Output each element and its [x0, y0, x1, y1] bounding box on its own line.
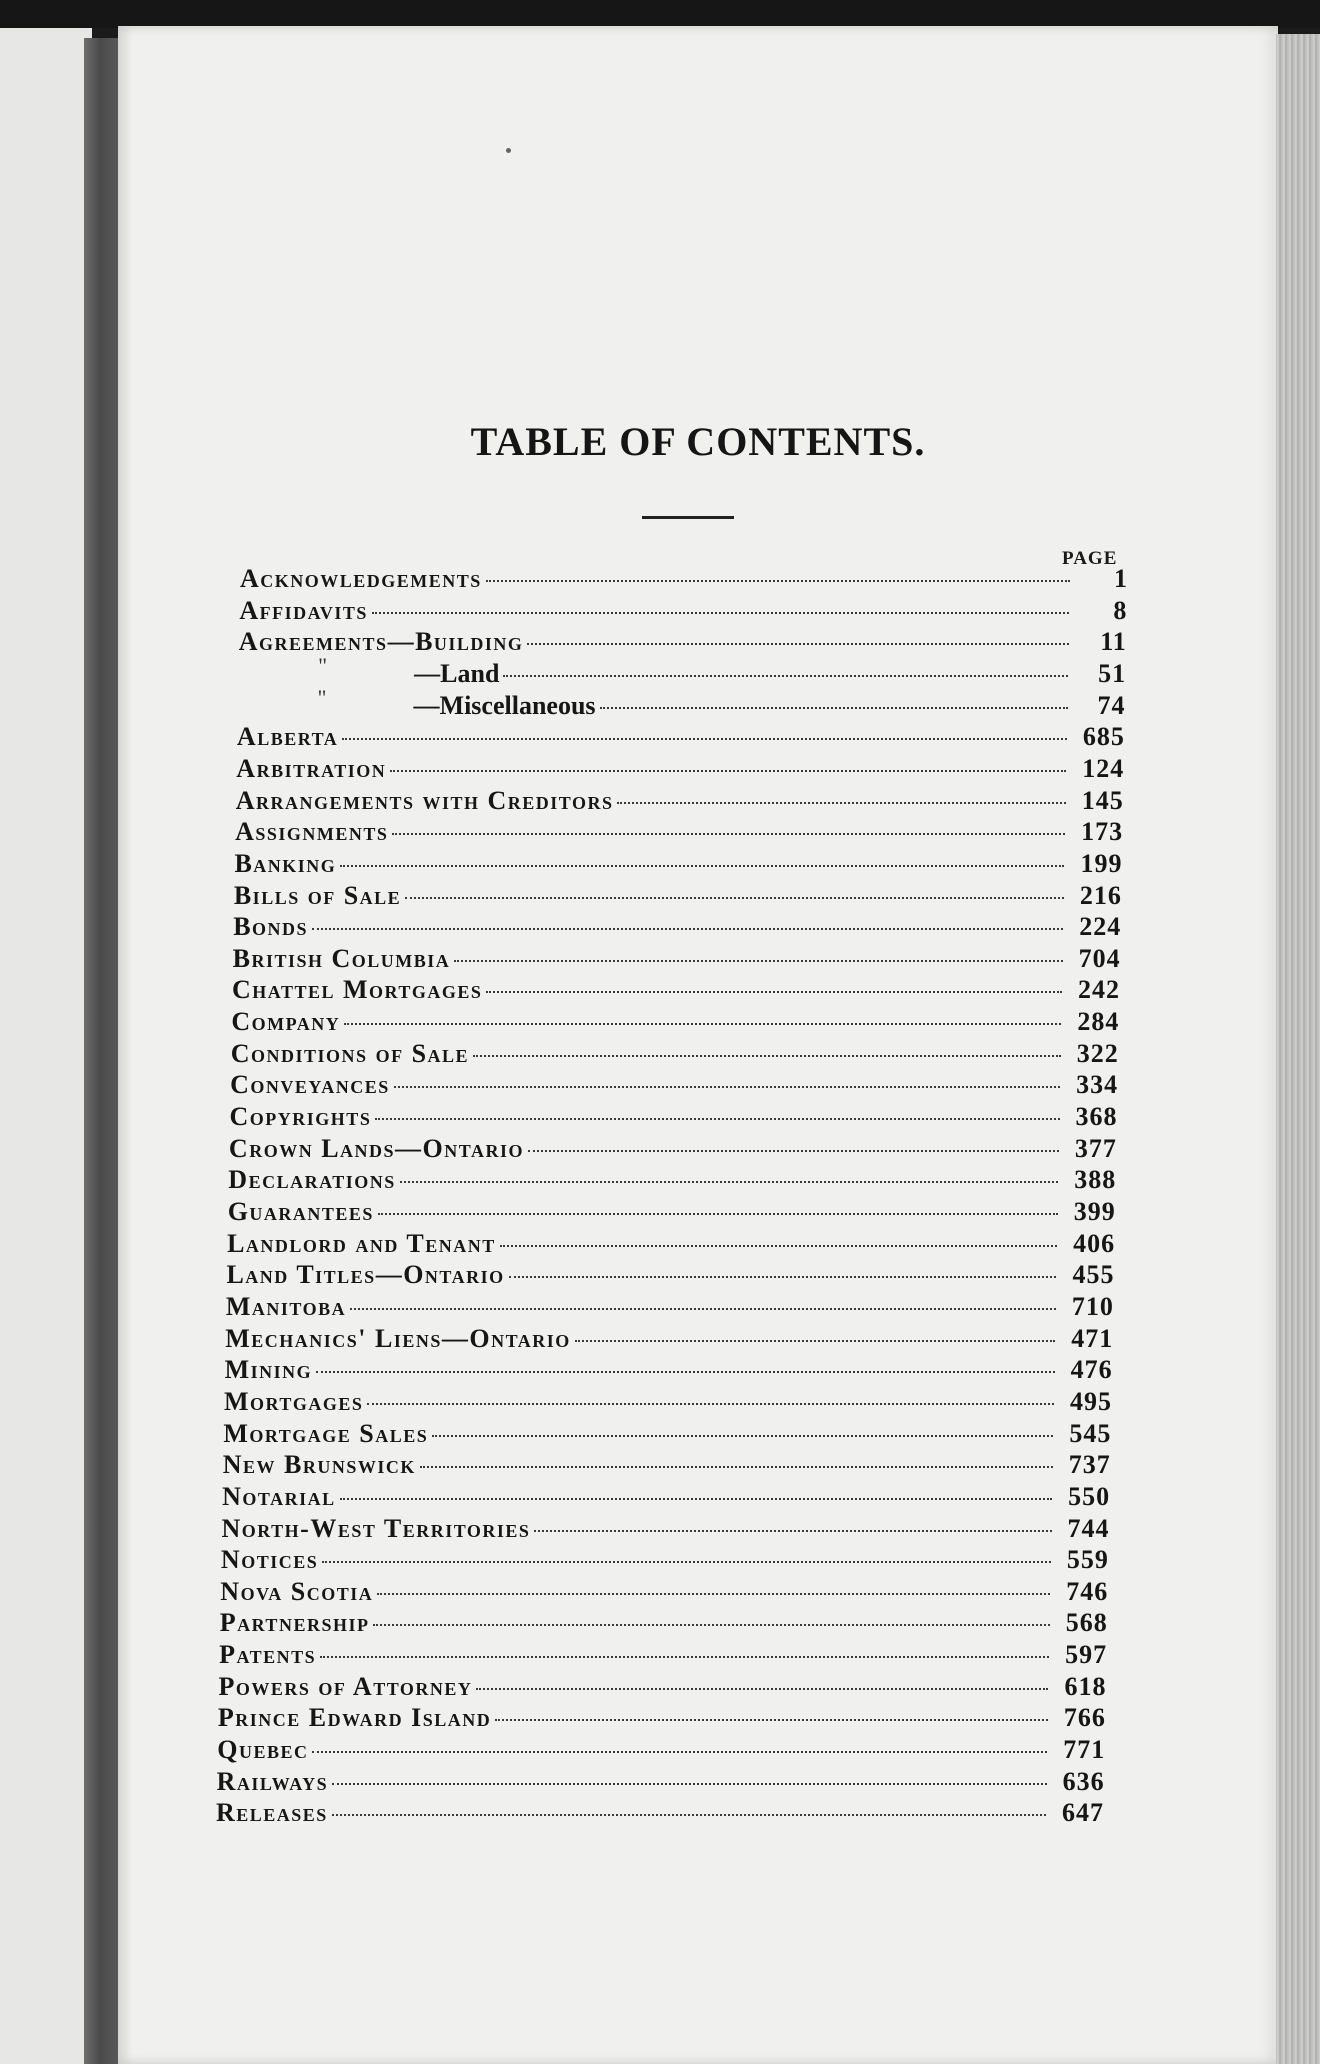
toc-entry [223, 1419, 1111, 1451]
toc-entry-title: Company [231, 1007, 341, 1037]
toc-entry [218, 1703, 1106, 1735]
dot-leader [600, 707, 1068, 709]
toc-entry-page: 746 [1066, 1576, 1109, 1606]
dot-leader [527, 643, 1068, 645]
dot-leader [344, 1023, 1061, 1025]
toc-entry-page: 545 [1069, 1418, 1112, 1448]
toc-entry-page: 559 [1066, 1545, 1109, 1575]
toc-entry-title: Releases [216, 1798, 328, 1828]
toc-entry [231, 1039, 1119, 1071]
toc-entry [222, 1482, 1110, 1514]
toc-entry-title: Declarations [228, 1165, 396, 1195]
toc-entry [226, 1260, 1114, 1292]
dot-leader [617, 802, 1065, 804]
toc-entry-page: 216 [1079, 880, 1122, 910]
toc-entry-page: 744 [1067, 1513, 1110, 1543]
toc-entry-page: 568 [1065, 1608, 1108, 1638]
toc-entry-page: 771 [1063, 1735, 1106, 1765]
toc-entry-title: Partnership [219, 1608, 370, 1638]
toc-entry-page: 685 [1082, 722, 1125, 752]
toc-entry [224, 1387, 1112, 1419]
toc-entry-page: 242 [1078, 975, 1120, 1005]
dot-leader [432, 1435, 1053, 1437]
toc-entry-page: 388 [1074, 1165, 1117, 1195]
toc-entry-title: Conveyances [230, 1070, 390, 1100]
dot-leader [340, 1498, 1053, 1500]
toc-entry-page: 224 [1079, 912, 1122, 942]
dot-leader [476, 1688, 1048, 1690]
dot-leader [316, 1371, 1054, 1373]
dot-leader [390, 770, 1066, 772]
toc-entry [217, 1767, 1105, 1799]
dot-leader [575, 1340, 1055, 1342]
toc-entry-title: New Brunswick [222, 1450, 416, 1480]
dot-leader [394, 1086, 1060, 1088]
toc-entry-title: Mortgages [224, 1386, 364, 1416]
toc-entry-page: 550 [1068, 1481, 1111, 1511]
toc-entry [234, 881, 1122, 913]
toc-entry-title: Bonds [233, 912, 309, 942]
toc-entry-title: Powers of Attorney [218, 1671, 473, 1701]
toc-entry-title: —Land [414, 658, 500, 688]
toc-entry [227, 1229, 1115, 1261]
toc-entry [225, 1355, 1113, 1387]
toc-entry-title: Guarantees [227, 1197, 374, 1226]
toc-entry-page: 471 [1071, 1323, 1114, 1353]
dot-leader [495, 1719, 1048, 1721]
toc-entry-title: Prince Edward Island [217, 1703, 492, 1733]
toc-entry [226, 1292, 1114, 1324]
toc-entry-page: 377 [1074, 1133, 1117, 1163]
toc-entry-title: Nova Scotia [220, 1576, 374, 1606]
toc-entry-title: Land Titles—Ontario [226, 1260, 505, 1290]
dot-leader [454, 960, 1062, 962]
toc-entry-title: Arbitration [236, 753, 387, 783]
toc-entry-title: Banking [234, 848, 337, 878]
toc-entry-page: 476 [1070, 1355, 1113, 1385]
dot-leader [400, 1181, 1059, 1183]
dot-leader [373, 1624, 1049, 1626]
toc-entry-title: Manitoba [225, 1291, 347, 1321]
toc-entry-title: Quebec [217, 1735, 309, 1765]
toc-entry-page: 406 [1073, 1228, 1116, 1258]
toc-entry [414, 691, 1126, 723]
toc-entry-page: 11 [1100, 627, 1127, 657]
dot-leader [322, 1561, 1051, 1563]
dot-leader [372, 612, 1070, 614]
toc-entry [236, 754, 1124, 786]
toc-entry-title: Alberta [236, 722, 339, 752]
dot-leader [534, 1530, 1051, 1532]
toc-entry-title: Patents [219, 1640, 317, 1670]
toc-entry-page: 173 [1081, 817, 1124, 847]
toc-entry-page: 704 [1078, 943, 1121, 973]
ditto-mark: " [317, 684, 327, 710]
dot-leader [320, 1656, 1049, 1658]
toc-entry-page: 334 [1076, 1070, 1119, 1100]
toc-entry-title: Copyrights [229, 1102, 372, 1132]
dot-leader [392, 833, 1065, 835]
dot-leader [332, 1814, 1046, 1816]
toc-entry [237, 722, 1125, 754]
dot-leader [340, 865, 1064, 867]
dot-leader [367, 1403, 1054, 1405]
dot-leader [420, 1466, 1053, 1468]
toc-entry-page: 737 [1068, 1450, 1111, 1480]
toc-entry [219, 1640, 1107, 1672]
toc-entry [414, 659, 1126, 691]
toc-entry-page: 284 [1077, 1007, 1120, 1037]
toc-entry [230, 1070, 1118, 1102]
toc-entry-title: Chattel Mortgages [232, 975, 483, 1005]
toc-entry [239, 627, 1127, 659]
toc-entry-page: 8 [1113, 595, 1128, 625]
toc-entry-page: 766 [1063, 1703, 1106, 1733]
toc-entry-page: 647 [1062, 1798, 1104, 1828]
toc-entry-title: —Miscellaneous [413, 690, 596, 720]
toc-entry-page: 399 [1073, 1197, 1116, 1226]
toc-entry [222, 1514, 1110, 1546]
dot-leader [528, 1150, 1059, 1152]
toc-entry-page: 51 [1098, 658, 1127, 688]
toc-entry [236, 786, 1124, 818]
toc-entry [220, 1608, 1108, 1640]
toc-entry [220, 1577, 1108, 1609]
dot-leader [312, 928, 1063, 930]
toc-entry-title: Notarial [222, 1481, 336, 1511]
toc-entry [216, 1798, 1104, 1830]
toc-entry [229, 1134, 1117, 1166]
toc-entry [221, 1545, 1109, 1577]
toc-entry [228, 1197, 1116, 1229]
toc-entry [240, 564, 1128, 596]
toc-entry-title: Affidavits [239, 595, 368, 625]
toc-entry [217, 1735, 1105, 1767]
toc-entry [234, 849, 1122, 881]
toc-entry [225, 1324, 1113, 1356]
toc-entry-page: 145 [1081, 785, 1124, 815]
toc-entry-title: Agreements—Building [238, 627, 524, 657]
toc-entry-title: Conditions of Sale [230, 1038, 470, 1068]
dot-leader [312, 1751, 1047, 1753]
dot-leader [473, 1055, 1061, 1057]
toc-entry-page: 74 [1097, 690, 1126, 720]
toc-entry-page: 322 [1076, 1038, 1119, 1068]
toc-entry [223, 1450, 1111, 1482]
toc-entry-page: 455 [1072, 1260, 1115, 1290]
toc-entry-title: Notices [220, 1545, 319, 1575]
toc-entry-title: Railways [216, 1766, 329, 1796]
toc-entry [235, 817, 1123, 849]
toc-entry [233, 944, 1121, 976]
toc-entry-page: 368 [1075, 1102, 1118, 1132]
dot-leader [375, 1118, 1059, 1120]
dot-leader [405, 897, 1064, 899]
toc-entry-page: 597 [1065, 1640, 1108, 1670]
toc-entry-title: Crown Lands—Ontario [228, 1133, 524, 1163]
toc-entry-page: 124 [1082, 753, 1125, 783]
toc-entry-title: Assignments [235, 817, 389, 847]
toc-entry [231, 1007, 1119, 1039]
dot-leader [500, 1245, 1057, 1247]
toc-entry-title: North-West Territories [221, 1513, 531, 1543]
toc-entry-title: British Columbia [232, 943, 451, 973]
toc-entry-page: 710 [1071, 1291, 1114, 1321]
toc-entry-title: Mortgage Sales [223, 1418, 429, 1448]
dot-leader [378, 1213, 1058, 1215]
toc-entry [230, 1102, 1118, 1134]
toc-entry-title: Landlord and Tenant [227, 1228, 496, 1258]
toc-entry [232, 975, 1120, 1007]
toc-entry-title: Bills of Sale [233, 880, 402, 910]
dot-leader [503, 675, 1068, 677]
toc-entry-page: 199 [1080, 848, 1123, 878]
dot-leader [342, 738, 1067, 740]
toc-entry-page: 636 [1062, 1766, 1105, 1796]
toc-entry-page: 495 [1070, 1386, 1112, 1416]
page-column-label: PAGE [1062, 548, 1118, 569]
dot-leader [509, 1276, 1057, 1278]
toc-entry-title: Mining [224, 1355, 313, 1385]
dot-leader [350, 1308, 1056, 1310]
toc-entry [228, 1165, 1116, 1197]
dot-leader [486, 991, 1062, 993]
toc-entry-title: Mechanics' Liens—Ontario [225, 1323, 571, 1353]
toc-entry-title: Acknowledgements [240, 564, 482, 593]
ditto-mark: " [318, 652, 328, 678]
toc-entry-title: Arrangements with Creditors [235, 785, 614, 815]
toc-entry-page: 618 [1064, 1671, 1107, 1701]
dot-leader [377, 1593, 1050, 1595]
dot-leader [332, 1783, 1047, 1785]
toc-entry-page: 1 [1114, 564, 1128, 593]
toc-entry [239, 596, 1127, 628]
toc-entry [218, 1672, 1106, 1704]
page-title: TABLE OF CONTENTS. [470, 419, 926, 464]
dot-leader [486, 580, 1070, 582]
toc-entry [233, 912, 1121, 944]
